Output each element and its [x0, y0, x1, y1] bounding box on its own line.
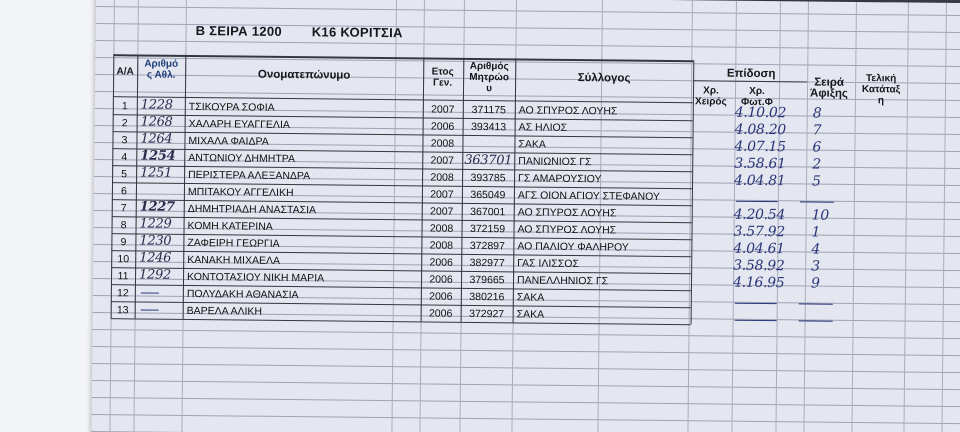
club-name: ΑΣ ΗΛΙΟΣ	[518, 121, 568, 134]
photo-finish-time-handwritten: 4.16.95	[732, 274, 785, 292]
club-name: ΑΓΣ ΟΙΟΝ ΑΓΙΟΥ ΣΤΕΦΑΝΟΥ	[517, 189, 661, 203]
header-aa: Α/Α	[116, 66, 134, 78]
birth-year: 2006	[429, 256, 453, 269]
dash-mark	[141, 292, 159, 293]
birth-year: 2006	[430, 120, 455, 133]
arrival-order-handwritten: 7	[812, 122, 822, 139]
sheet-grid	[96, 0, 960, 3]
header-registry-line3: υ	[486, 83, 492, 95]
row-number: 5	[121, 168, 128, 181]
photo-finish-time-handwritten: 4.10.02	[734, 104, 787, 122]
dash-mark	[735, 303, 777, 304]
ruled-line	[92, 363, 960, 373]
header-bib-line2: ς Αθλ.	[146, 69, 176, 81]
registry-number: 379665	[469, 273, 505, 287]
dash-mark	[735, 320, 777, 321]
header-performance: Επίδοση	[726, 67, 776, 81]
club-name: ΓΑΣ ΙΛΙΣΣΟΣ	[517, 257, 579, 271]
photo-finish-time-handwritten	[733, 292, 803, 293]
row-number: 3	[121, 134, 128, 147]
athlete-name: ΧΑΛΑΡΗ ΕΥΑΓΓΕΛΙΑ	[188, 117, 290, 132]
performance-divider	[693, 80, 807, 82]
row-number: 10	[117, 253, 130, 266]
club-name: ΣΑΚΑ	[516, 308, 545, 321]
header-bib-line1: Αριθμό	[144, 58, 179, 70]
athlete-number-handwritten: 1251	[140, 165, 173, 181]
club-name: ΣΑΚΑ	[518, 138, 547, 151]
header-photo-line2: Φωτ.Φ	[740, 96, 773, 109]
dash-mark	[736, 201, 778, 202]
dash-mark	[141, 309, 159, 310]
club-name: ΑΟ ΣΠΥΡΟΣ ΛΟΥΗΣ	[517, 223, 617, 237]
club-name: ΑΟ ΣΠΥΡΟΣ ΛΟΥΗΣ	[517, 206, 617, 220]
birth-year: 2006	[429, 290, 453, 303]
header-final-line1: Τελική	[866, 73, 897, 85]
athlete-number-handwritten: 1292	[138, 267, 172, 283]
birth-year: 2008	[430, 171, 454, 184]
athlete-name: ΜΠΙΤΑΚΟΥ ΑΓΓΕΛΙΚΗ	[187, 185, 294, 200]
row-number: 12	[116, 287, 129, 300]
photo-finish-time-handwritten: 4.20.54	[733, 206, 786, 224]
row-number: 6	[120, 185, 127, 198]
registry-number: 367001	[470, 205, 506, 219]
ruled-line	[92, 329, 960, 339]
registry-number: 363701	[464, 152, 513, 169]
athlete-number-handwritten: 1246	[139, 250, 172, 266]
athlete-name: ΑΝΤΩΝΙΟΥ ΔΗΜΗΤΡΑ	[188, 151, 296, 166]
header-final-ranking	[855, 73, 907, 107]
photo-finish-time-handwritten: 4.04.61	[733, 240, 785, 258]
row-number: 7	[120, 202, 127, 215]
header-year	[423, 66, 462, 88]
club-name: ΠΑΝΕΛΛΗΝΙΟΣ ΓΣ	[516, 274, 609, 288]
birth-year: 2007	[430, 188, 454, 201]
athlete-name: ΚΟΜΗ ΚΑΤΕΡΙΝΑ	[187, 219, 273, 233]
club-name: ΑΟ ΠΑΛΙΟΥ ΦΑΛΗΡΟΥ	[517, 240, 629, 254]
ruled-column	[903, 3, 909, 432]
athlete-name: ΤΣΙΚΟΥΡΑ ΣΟΦΙΑ	[188, 100, 275, 114]
header-registry-line1: Αριθμός	[469, 60, 509, 73]
photo-finish-time-handwritten	[734, 190, 804, 191]
arrival-order-handwritten: 6	[812, 139, 822, 156]
athlete-number-handwritten: 1230	[139, 233, 172, 249]
header-bib	[137, 58, 185, 81]
registry-number: 365049	[470, 188, 506, 202]
header-final-line3: η	[877, 95, 885, 107]
row-number: 2	[121, 117, 128, 130]
category-title: Κ16 ΚΟΡΙΤΣΙΑ	[311, 24, 403, 41]
athlete-name: ΔΗΜΗΤΡΙΑΔΗ ΑΝΑΣΤΑΣΙΑ	[187, 202, 317, 217]
arrival-order-handwritten: 3	[811, 258, 820, 275]
arrival-order-handwritten: 4	[811, 241, 821, 258]
row-number: 9	[120, 236, 127, 249]
birth-year: 2008	[429, 239, 454, 252]
photo-finish-time-handwritten: 3.58.61	[734, 155, 786, 173]
ruled-column	[941, 3, 947, 432]
birth-year: 2006	[428, 307, 453, 320]
registry-number: 372159	[469, 222, 506, 236]
ruled-line	[96, 6, 960, 16]
photo-finish-time-handwritten: 4.08.20	[734, 121, 787, 139]
registry-number: 393785	[470, 171, 506, 185]
header-final-line2: Κατάταξ	[861, 84, 901, 96]
header-registry	[463, 61, 515, 95]
ruled-line	[92, 380, 960, 390]
paper-fold-edge	[0, 0, 106, 432]
photo-finish-time-handwritten: 4.07.15	[734, 138, 786, 156]
arrival-order-handwritten: 2	[812, 156, 821, 173]
arrival-order-handwritten: 10	[811, 207, 830, 224]
athlete-name: ΖΑΦΕΙΡΗ ΓΕΩΡΓΙΑ	[187, 236, 280, 250]
athlete-name: ΒΑΡΕΛΑ ΑΛΙΚΗ	[186, 304, 263, 318]
photo-finish-time-handwritten: 3.58.92	[733, 257, 785, 275]
ruled-line	[92, 414, 960, 424]
sheet-title	[196, 23, 403, 40]
row-number: 13	[116, 304, 129, 317]
arrival-order-handwritten: 5	[811, 173, 821, 190]
registry-number: 380216	[469, 290, 505, 304]
arrival-order-handwritten: 8	[812, 105, 822, 122]
row-number: 11	[117, 270, 129, 283]
athlete-number-handwritten: 1229	[139, 216, 172, 232]
athlete-name: ΠΕΡΙΣΤΕΡΑ ΑΛΕΞΑΝΔΡΑ	[188, 168, 311, 183]
ruled-line	[92, 346, 960, 356]
athlete-number-handwritten: 1227	[139, 199, 175, 215]
birth-year: 2008	[429, 222, 454, 235]
club-name: ΓΣ ΑΜΑΡΟΥΣΙΟΥ	[518, 172, 602, 186]
header-order-line1: Σειρά	[814, 76, 845, 89]
club-name: ΣΑΚΑ	[516, 291, 545, 304]
row-number: 8	[120, 219, 127, 232]
photo-finish-time-handwritten: 4.04.81	[733, 172, 786, 190]
registry-number: 382977	[469, 256, 505, 270]
series-title: Β ΣΕΙΡΑ 1200	[195, 23, 283, 39]
arrival-order-handwritten: 1	[811, 224, 821, 241]
header-order-line2: Άφιξης	[809, 87, 848, 100]
birth-year: 2006	[429, 273, 453, 286]
header-year-line1: Ετος	[431, 66, 454, 78]
results-sheet-paper	[91, 0, 960, 432]
birth-year: 2007	[429, 205, 454, 218]
ruled-line	[96, 40, 960, 50]
birth-year: 2007	[431, 103, 455, 116]
birth-year: 2008	[430, 137, 455, 150]
registry-number: 372927	[469, 307, 505, 321]
header-photo-line1: Χρ.	[749, 85, 765, 98]
row-number: 1	[121, 100, 128, 113]
header-club: Σύλλογος	[577, 72, 631, 85]
header-arrival-order	[805, 77, 853, 100]
athlete-number-handwritten: 1264	[140, 131, 173, 147]
athlete-name: ΜΙΧΑΛΑ ΦΑΙΔΡΑ	[188, 134, 269, 148]
athlete-name: ΠΟΛΥΔΑΚΗ ΑΘΑΝΑΣΙΑ	[186, 287, 299, 302]
arrival-order-handwritten: 9	[810, 275, 820, 292]
registry-number: 393413	[471, 120, 507, 134]
athlete-number-handwritten: 1228	[140, 97, 173, 113]
header-name: Ονοματεπώνυμο	[257, 68, 351, 82]
ruled-line	[92, 397, 960, 407]
header-year-line2: Γεν.	[432, 77, 453, 89]
header-hand-time	[691, 85, 731, 107]
photo-finish-time-handwritten: 3.57.92	[733, 223, 785, 241]
birth-year: 2007	[430, 154, 455, 167]
header-hand-line1: Χρ.	[703, 85, 719, 97]
club-name: ΑΟ ΣΠΥΡΟΣ ΛΟΥΗΣ	[518, 104, 618, 118]
registry-number: 371175	[471, 103, 506, 117]
photo-finish-time-handwritten	[733, 309, 803, 310]
athlete-name: ΚΑΝΑΚΗ ΜΙΧΑΕΛΑ	[187, 253, 281, 267]
registry-number: 372897	[469, 239, 505, 253]
header-hand-line2: Χειρός	[694, 96, 727, 108]
athlete-number-handwritten: 1254	[140, 148, 176, 164]
athlete-number-handwritten: 1268	[140, 114, 173, 130]
header-registry-line2: Μητρώο	[469, 71, 510, 84]
club-name: ΠΑΝΙΩΝΙΟΣ ΓΣ	[518, 155, 592, 169]
row-number: 4	[121, 151, 128, 164]
athlete-name: ΚΟΝΤΟΤΑΣΙΟΥ ΝΙΚΗ ΜΑΡΙΑ	[186, 270, 325, 285]
